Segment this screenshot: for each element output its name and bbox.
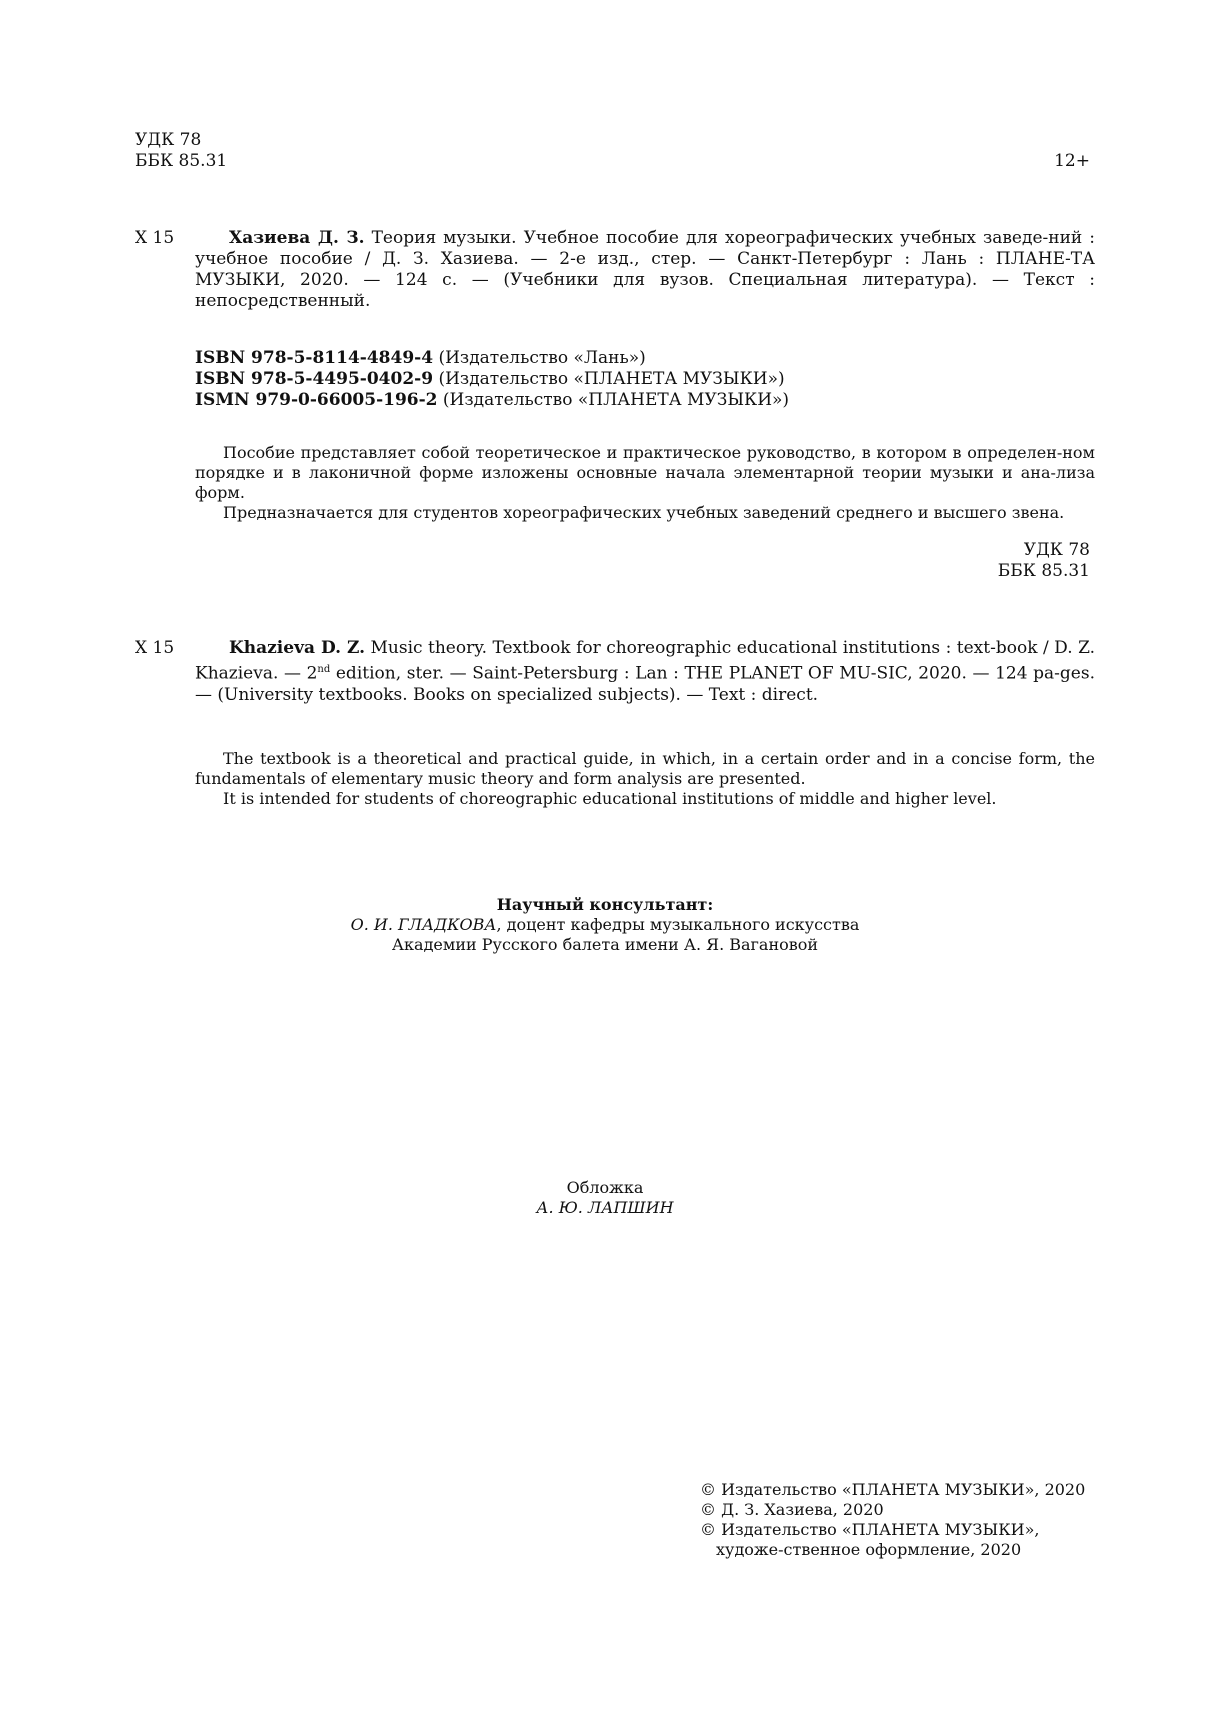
en-entry-code: Х 15 [135, 638, 175, 658]
en-entry-superscript: nd [317, 664, 331, 675]
classification-right [900, 540, 1090, 582]
ismn-line [195, 390, 1095, 411]
copyright-block [700, 1480, 1095, 1560]
isbn-publisher: (Издательство «ПЛАНЕТА МУЗЫКИ») [438, 369, 785, 389]
copyright-line: © Издательство «ПЛАНЕТА МУЗЫКИ», художе-ственное оформление, 2020 [700, 1520, 1040, 1559]
ismn-publisher: (Издательство «ПЛАНЕТА МУЗЫКИ») [442, 390, 790, 410]
ru-annotation [195, 443, 1095, 523]
en-entry [195, 638, 1095, 706]
header-classification [135, 130, 355, 172]
ru-entry-author: Хазиева Д. З. [229, 228, 365, 248]
isbn-code: ISBN 978-5-4495-0402-9 [195, 369, 434, 389]
cover-credit [455, 1178, 755, 1218]
isbn-code: ISBN 978-5-8114-4849-4 [195, 348, 434, 368]
cover-artist: А. Ю. ЛАПШИН [536, 1198, 674, 1217]
isbn-line [195, 348, 1095, 369]
en-entry-author: Khazieva D. Z. [229, 638, 366, 658]
isbn-publisher: (Издательство «Лань») [438, 348, 646, 368]
header-bbk: ББК 85.31 [135, 151, 228, 171]
en-entry-text-b: edition, ster. — Saint-Petersburg : Lan : THE PLANET OF MU-SIC, 2020. — 124 pa-ges. — (University textbooks. Books on specialized subjects). — Text : direct. [195, 663, 1095, 705]
consultant-block [305, 895, 905, 955]
ismn-code: ISMN 979-0-66005-196-2 [195, 390, 438, 410]
header-udk: УДК 78 [135, 130, 202, 150]
classification-udk: УДК 78 [1023, 540, 1090, 560]
cover-label: Обложка [566, 1178, 644, 1197]
ru-entry-text: Теория музыки. Учебное пособие для хореографических учебных заведе-ний : учебное пособие / Д. З. Хазиева. — 2-е изд., стер. — Санкт-Петербург : Лань : ПЛАНЕ-ТА МУЗЫКИ, 2020. — 124 с. — (Учебники для вузов. Специальная литература). — Текст : непосредственный. [195, 228, 1095, 311]
classification-bbk: ББК 85.31 [997, 561, 1090, 581]
consultant-line1 [305, 915, 905, 935]
ru-entry-code: Х 15 [135, 228, 175, 248]
consultant-heading: Научный консультант: [496, 895, 714, 914]
en-annotation-p1: The textbook is a theoretical and practical guide, in which, in a certain order and in a concise form, the fundamentals of elementary music theory and form analysis are presented. [195, 749, 1095, 788]
copyright-line: © Издательство «ПЛАНЕТА МУЗЫКИ», 2020 [700, 1480, 1086, 1499]
copyright-line: © Д. З. Хазиева, 2020 [700, 1500, 884, 1519]
consultant-name: О. И. ГЛАДКОВА [350, 915, 497, 934]
ru-annotation-p1: Пособие представляет собой теоретическое и практическое руководство, в котором в определен-ном порядке и в лаконичной форме изложены основные начала элементарной теории музыки и ана-лиза форм. [195, 443, 1095, 502]
ru-annotation-p2: Предназначается для студентов хореографических учебных заведений среднего и высшего звена. [223, 503, 1065, 522]
consultant-position: , доцент кафедры музыкального искусства [496, 915, 860, 934]
en-annotation-p2: It is intended for students of choreographic educational institutions of middle and higher level. [223, 789, 997, 808]
en-annotation [195, 749, 1095, 809]
consultant-line2: Академии Русского балета имени А. Я. Вагановой [391, 935, 819, 954]
isbn-block [195, 348, 1095, 411]
ru-entry [195, 228, 1095, 312]
age-rating: 12+ [1054, 151, 1090, 171]
isbn-line [195, 369, 1095, 390]
en-entry-text-a: Music theory. Textbook for choreographic educational institutions : text-book / D. Z. Khazieva. — 2 [195, 638, 1095, 684]
